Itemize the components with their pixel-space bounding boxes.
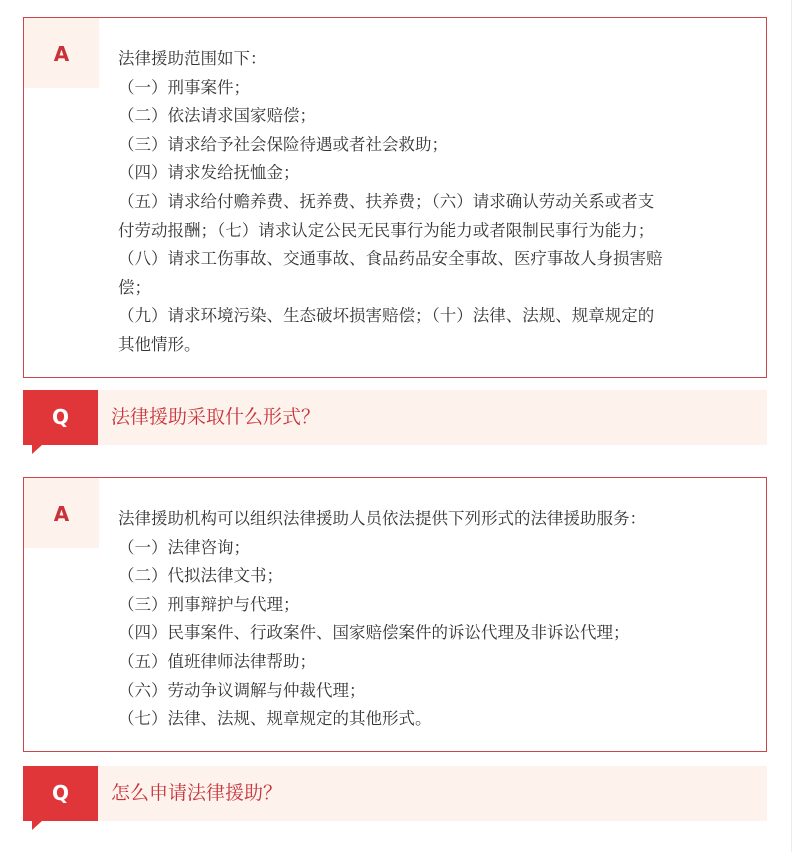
question-bar-aid-forms [23, 390, 767, 445]
answer-line: （一）法律咨询； [118, 537, 250, 557]
answer-box-legal-aid-scope [23, 17, 767, 378]
answer-line: （八）请求工伤事故、交通事故、食品药品安全事故、医疗事故人身损害赔 [118, 249, 663, 269]
answer-line: （二）依法请求国家赔偿； [118, 106, 316, 126]
answer-tag: A [24, 478, 99, 548]
question-text: 法律援助采取什么形式？ [111, 406, 321, 428]
answer-line: （七）法律、法规、规章规定的其他形式。 [118, 709, 432, 729]
answer-line: （四）民事案件、行政案件、国家赔偿案件的诉讼代理及非诉讼代理； [118, 623, 630, 643]
answer-line: （三）刑事辩护与代理； [118, 594, 300, 614]
answer-line: 其他情形。 [118, 334, 201, 354]
answer-line: 付劳动报酬；（七）请求认定公民无民事行为能力或者限制民事行为能力； [118, 220, 655, 240]
answer-line: （二）代拟法律文书； [118, 566, 283, 586]
answer-line: 法律援助机构可以组织法律援助人员依法提供下列形式的法律援助服务： [118, 509, 646, 528]
question-tag-tail [32, 821, 42, 830]
right-edge-rule [791, 0, 792, 852]
answer-line: （一）刑事案件； [118, 77, 250, 97]
question-tag-tail [32, 445, 42, 454]
answer-line: （六）劳动争议调解与仲裁代理； [118, 680, 366, 700]
answer-tag: A [24, 18, 99, 88]
answer-line: （三）请求给予社会保险待遇或者社会救助； [118, 134, 448, 154]
answer-text [118, 505, 726, 734]
answer-line: （五）请求给付赡养费、抚养费、扶养费；（六）请求确认劳动关系或者支 [118, 191, 655, 211]
answer-text [118, 45, 726, 360]
answer-line: （九）请求环境污染、生态破坏损害赔偿；（十）法律、法规、规章规定的 [118, 306, 655, 326]
question-tag: Q [23, 390, 98, 445]
answer-line: （五）值班律师法律帮助； [118, 651, 316, 671]
answer-box-aid-forms [23, 477, 767, 752]
question-text: 怎么申请法律援助？ [111, 782, 283, 804]
answer-line: （四）请求发给抚恤金； [118, 163, 300, 183]
answer-line: 法律援助范围如下： [118, 49, 267, 68]
question-bar-how-to-apply [23, 766, 767, 821]
question-tag: Q [23, 766, 98, 821]
answer-line: 偿； [118, 277, 151, 297]
